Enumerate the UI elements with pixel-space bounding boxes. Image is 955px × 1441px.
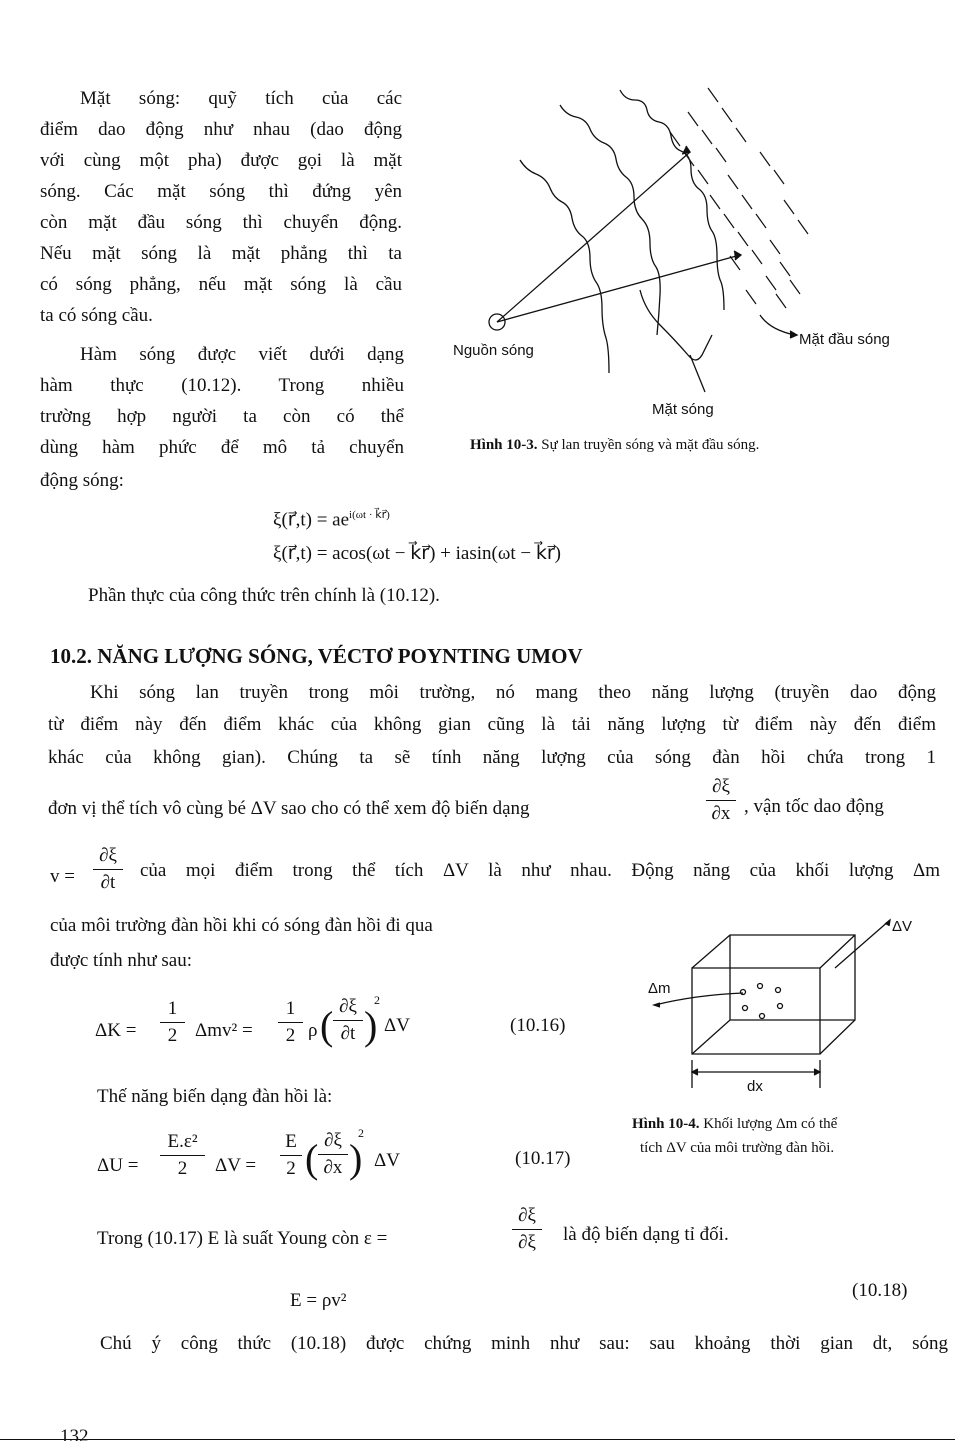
equation-number: (10.18) bbox=[852, 1280, 908, 1301]
text-line: trường hợp người ta còn có thể bbox=[40, 406, 404, 427]
text-line: từ điểm này đến điểm khác của không gian cũng là tải năng lượng từ điểm này đến điểm bbox=[48, 714, 936, 735]
text-line: còn mặt đầu sóng thì chuyển động. bbox=[40, 212, 402, 233]
text-line: với cùng một pha) được gọi là mặt bbox=[40, 150, 402, 171]
caption-text: Sự lan truyền sóng và mặt đầu sóng. bbox=[541, 437, 760, 453]
wave-surface-label: Mặt sóng bbox=[652, 401, 714, 418]
text-line: điểm dao động như nhau (dao động bbox=[40, 119, 402, 140]
text-line: của môi trường đàn hồi khi có sóng đàn hồi đi qua bbox=[50, 915, 433, 936]
equation-number: (10.17) bbox=[515, 1148, 571, 1169]
delta-v: ΔV bbox=[374, 1150, 400, 1171]
paren-close: ) bbox=[349, 1136, 363, 1181]
delta-v: ΔV bbox=[384, 1015, 410, 1036]
paren-close: ) bbox=[364, 1003, 378, 1048]
numerator: ∂ξ bbox=[712, 776, 730, 797]
denominator: ∂x bbox=[711, 803, 731, 824]
numerator: ∂ξ bbox=[99, 845, 117, 866]
figure-caption-line2: tích ΔV của môi trường đàn hồi. bbox=[640, 1140, 835, 1156]
text-line: Khi sóng lan truyền trong môi trường, nó mang theo năng lượng (truyền dao động bbox=[90, 682, 936, 703]
equation-number: (10.16) bbox=[510, 1015, 566, 1036]
complex-wave-expanded: ξ(r⃗,t) = acos(ωt − k⃗r⃗) + iasin(ωt − k⃗r⃗) bbox=[273, 543, 561, 564]
page-number: 132 bbox=[60, 1426, 89, 1441]
fraction-strain bbox=[512, 1205, 542, 1254]
denominator: ∂t bbox=[100, 872, 116, 893]
text-line: khác của không gian). Chúng ta sẽ tính năng lượng của sóng đàn hồi chứa trong 1 bbox=[48, 747, 936, 768]
denominator: 2 bbox=[167, 1025, 178, 1046]
text-line: là độ biến dạng tỉ đối. bbox=[563, 1224, 729, 1245]
dm-label: Δm bbox=[648, 980, 671, 997]
paren-open: ( bbox=[320, 1003, 334, 1048]
text-line: sóng. Các mặt sóng thì đứng yên bbox=[40, 181, 402, 202]
section-heading: 10.2. NĂNG LƯỢNG SÓNG, VÉCTƠ POYNTING UMOV bbox=[50, 644, 583, 668]
denominator: 2 bbox=[285, 1025, 296, 1046]
numerator: 1 bbox=[285, 998, 296, 1019]
text-line: có sóng phẳng, nếu mặt sóng là cầu bbox=[40, 274, 402, 295]
caption-number: Hình 10-3. bbox=[470, 437, 538, 453]
text-line: Phần thực của công thức trên chính là (10.12). bbox=[88, 585, 440, 606]
text-line: hàm thực (10.12). Trong nhiều bbox=[40, 375, 404, 396]
denominator: 2 bbox=[177, 1158, 188, 1179]
du-lhs: ΔU = bbox=[97, 1155, 139, 1176]
dk-lhs: ΔK = bbox=[95, 1020, 137, 1041]
caption-text: Khối lượng Δm có thể bbox=[703, 1116, 838, 1132]
exponent: 2 bbox=[358, 1126, 364, 1140]
text-line: Trong (10.17) E là suất Young còn ε = bbox=[97, 1228, 388, 1249]
rho: ρ bbox=[308, 1020, 318, 1041]
text-line: Chú ý công thức (10.18) được chứng minh như sau: sau khoảng thời gian dt, sóng bbox=[100, 1333, 948, 1354]
text-line: Thế năng biến dạng đàn hồi là: bbox=[97, 1086, 333, 1107]
page-bottom-rule bbox=[0, 1439, 955, 1440]
text-line: Nếu mặt sóng là mặt phẳng thì ta bbox=[40, 243, 402, 264]
denominator: ∂x bbox=[323, 1157, 343, 1178]
numerator: E.ε² bbox=[167, 1131, 198, 1152]
wavefront-label: Mặt đầu sóng bbox=[799, 331, 890, 348]
denominator: ∂ξ bbox=[518, 1232, 536, 1253]
text-line: ta có sóng cầu. bbox=[40, 305, 153, 326]
text-line: , vận tốc dao động bbox=[744, 796, 884, 817]
dx-label: dx bbox=[747, 1078, 763, 1095]
denominator: 2 bbox=[286, 1158, 296, 1179]
paren-open: ( bbox=[305, 1136, 319, 1181]
text-line: Hàm sóng được viết dưới dạng bbox=[80, 344, 404, 365]
young-equation: E = ρv² bbox=[290, 1290, 347, 1311]
denominator: ∂t bbox=[340, 1023, 356, 1044]
numerator: E bbox=[285, 1131, 297, 1152]
numerator: ∂ξ bbox=[339, 996, 357, 1017]
dk-mid: Δmv² = bbox=[195, 1020, 253, 1041]
du-mid: ΔV = bbox=[215, 1155, 257, 1176]
text-line: của mọi điểm trong thể tích ΔV là như nhau. Động năng của khối lượng Δm bbox=[140, 860, 940, 881]
caption-number: Hình 10-4. bbox=[632, 1116, 700, 1132]
dv-label: ΔV bbox=[892, 918, 913, 935]
exponent: 2 bbox=[374, 993, 380, 1007]
figure-caption bbox=[632, 1116, 837, 1133]
numerator: 1 bbox=[167, 998, 178, 1019]
text-line: động sóng: bbox=[40, 470, 124, 491]
text-line: Mặt sóng: quỹ tích của các bbox=[80, 88, 402, 109]
source-label: Nguồn sóng bbox=[453, 342, 534, 359]
numerator: ∂ξ bbox=[518, 1205, 536, 1226]
text-line: dùng hàm phức để mô tả chuyển bbox=[40, 437, 404, 458]
text-line: được tính như sau: bbox=[50, 950, 192, 971]
numerator: ∂ξ bbox=[324, 1130, 342, 1151]
eq-lhs: ξ(r⃗,t) = ae bbox=[273, 509, 350, 531]
eq-exponent: i(ωt · k⃗r⃗) bbox=[349, 509, 390, 521]
text-line: đơn vị thể tích vô cùng bé ΔV sao cho có thể xem độ biến dạng bbox=[48, 798, 530, 819]
v-eq: v = bbox=[50, 866, 75, 887]
